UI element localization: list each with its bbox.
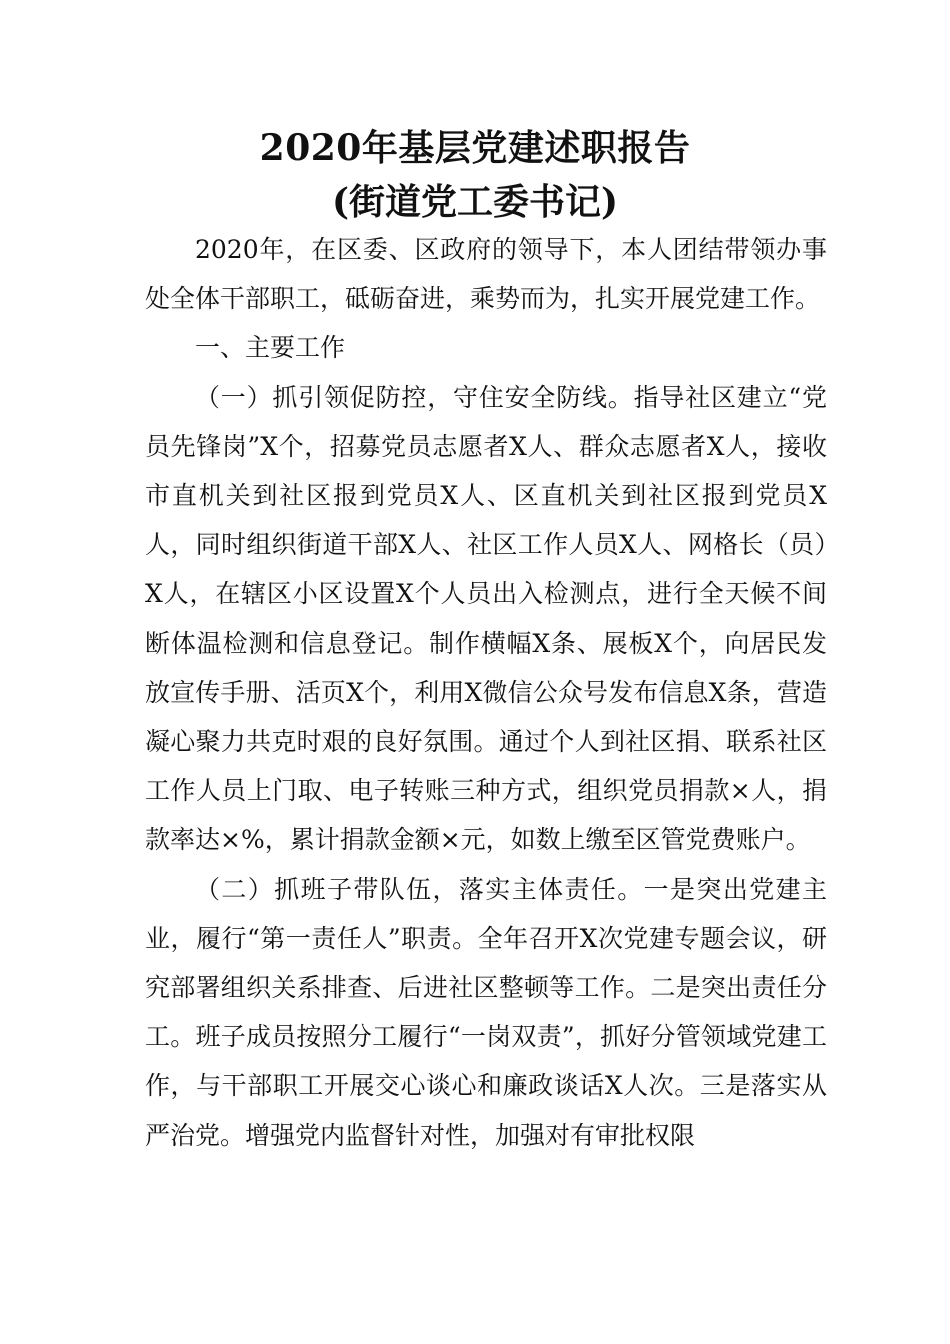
document-body (145, 225, 827, 1160)
document-subtitle: (街道党工委书记) (331, 181, 619, 223)
section-heading-main-work: 一、主要工作 (195, 333, 346, 363)
paragraph-section-2: （二）抓班子带队伍，落实主体责任。一是突出党建主业，履行“第一责任人”职责。全年召开X次党建专题会议，研究部署组织关系排查、后进社区整顿等工作。二是突出责任分工。班子成员按照分工履行“一岗双责”，抓好分管领域党建工作，与干部职工开展交心谈心和廉政谈话X人次。三是落实从严治党。增强党内监督针对性，加强对有审批权限 (145, 874, 827, 1150)
paragraph-section-1: （一）抓引领促防控，守住安全防线。指导社区建立“党员先锋岗”X个，招募党员志愿者X人、群众志愿者X人，接收市直机关到社区报到党员X人、区直机关到社区报到党员X人，同时组织街道干部X人、社区工作人员X人、网格长（员）X人，在辖区小区设置X个人员出入检测点，进行全天候不间断体温检测和信息登记。制作横幅X条、展板X个，向居民发放宣传手册、活页X个，利用X微信公众号发布信息X条，营造凝心聚力共克时艰的良好氛围。通过个人到社区捐、联系社区工作人员上门取、电子转账三种方式，组织党员捐款×人，捐款率达×%，累计捐款金额×元，如数上缴至区管党费账户。 (145, 382, 827, 855)
paragraph-intro: 2020年，在区委、区政府的领导下，本人团结带领办事处全体干部职工，砥砺奋进，乘势而为，扎实开展党建工作。 (145, 235, 827, 314)
document-title: 2020年基层党建述职报告 (259, 127, 691, 169)
title-block (0, 124, 950, 226)
